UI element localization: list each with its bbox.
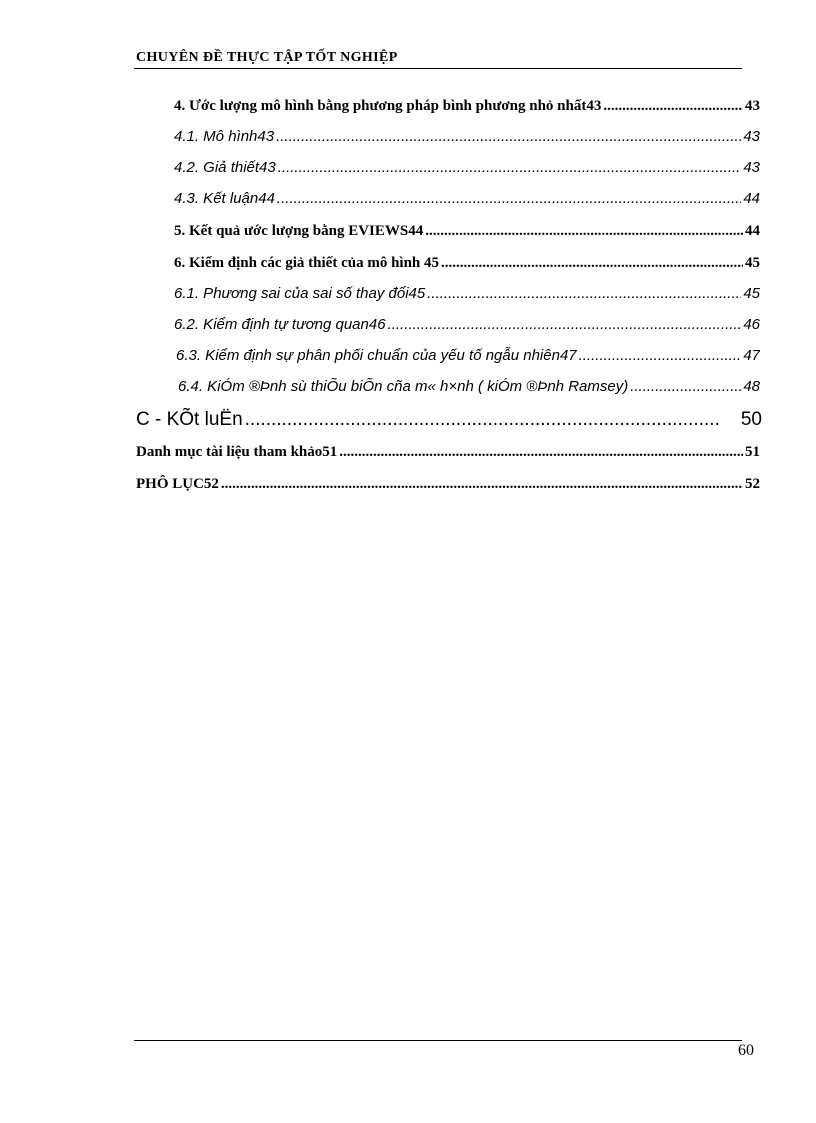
toc-entry[interactable] [136, 442, 760, 462]
toc-entry-label: PHÔ LỤC52 [136, 476, 219, 492]
toc-dot-leader [579, 346, 742, 366]
toc-entry-page: 44 [745, 223, 760, 239]
toc-entry-page: 45 [745, 255, 760, 271]
toc-entry[interactable] [174, 158, 760, 178]
toc-dot-leader [441, 253, 743, 273]
toc-entry-page: 43 [743, 159, 760, 176]
toc-entry[interactable] [174, 284, 760, 304]
toc-entry[interactable] [136, 474, 760, 494]
toc-entry-page: 52 [745, 476, 760, 492]
toc-entry-label: 6.3. Kiểm định sự phân phối chuẩn của yếu tố ngẫu nhiên47 [176, 347, 577, 364]
toc-entry[interactable] [176, 346, 760, 366]
toc-dot-leader [603, 96, 743, 116]
page-header-title: CHUYÊN ĐỀ THỰC TẬP TỐT NGHIỆP [136, 50, 398, 65]
toc-entry[interactable] [174, 96, 760, 116]
toc-entry-label: 4.1. Mô hình43 [174, 128, 275, 145]
toc-entry-page: 48 [743, 378, 760, 395]
toc-entry[interactable] [174, 127, 760, 147]
toc-dot-leader [277, 189, 741, 209]
toc-entry[interactable] [136, 408, 762, 432]
toc-entry-page: 44 [743, 190, 760, 207]
toc-entry[interactable] [174, 253, 760, 273]
toc-entry-label: 6. Kiểm định các giả thiết của mô hình 45 [174, 255, 440, 271]
toc-dot-leader [388, 315, 742, 335]
footer-divider [134, 1040, 742, 1041]
toc-entry-label: 6.1. Phương sai của sai số thay đổi45 [174, 285, 426, 302]
toc-entry[interactable] [174, 315, 760, 335]
toc-entry-label: C - KÕt luËn [136, 409, 243, 430]
toc-entry[interactable] [178, 377, 760, 397]
toc-dot-leader [278, 158, 742, 178]
toc-entry-page: 47 [743, 347, 760, 364]
toc-entry-page: 46 [743, 316, 760, 333]
toc-entry-label: 4.3. Kết luận44 [174, 190, 275, 207]
toc-entry-label: 6.4. KiÓm ®Þnh sù thiÕu biÕn cña m« h×nh ( kiÓm ®Þnh Ramsey) [178, 378, 629, 395]
toc-entry-page: 45 [743, 285, 760, 302]
toc-entry-page: 51 [745, 444, 760, 460]
toc-dot-leader [245, 408, 721, 432]
toc-entry-label: 6.2. Kiểm định tự tương quan46 [174, 316, 386, 333]
header-divider [134, 68, 742, 69]
toc-dot-leader [425, 221, 743, 241]
toc-entry-label: Danh mục tài liệu tham khảo51 [136, 444, 338, 460]
toc-dot-leader [339, 442, 743, 462]
toc-entry-page: 50 [740, 409, 762, 430]
toc-dot-leader [630, 377, 741, 397]
toc-entry-page: 43 [745, 98, 760, 114]
footer-page-number: 60 [738, 1042, 754, 1059]
toc-entry-page: 43 [743, 128, 760, 145]
toc-dot-leader [276, 127, 741, 147]
toc-entry-label: 4. Ước lượng mô hình bằng phương pháp bình phương nhỏ nhất43 [174, 98, 602, 114]
toc-dot-leader [221, 474, 743, 494]
toc-dot-leader [427, 284, 741, 304]
toc-entry[interactable] [174, 221, 760, 241]
toc-entry-label: 4.2. Giả thiết43 [174, 159, 276, 176]
toc-entry-label: 5. Kết quả ước lượng bằng EVIEWS44 [174, 223, 424, 239]
toc-entry[interactable] [174, 189, 760, 209]
